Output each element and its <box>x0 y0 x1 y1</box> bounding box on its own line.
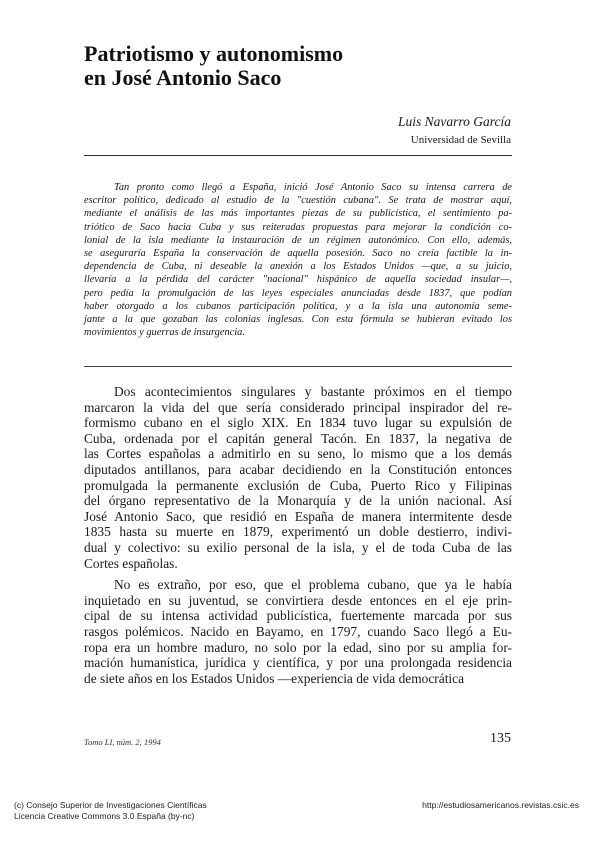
abstract-line: movimientos y guerras de insurgencia. <box>84 327 245 339</box>
abstract-line: mediante el análisis de las más importantes piezas de su publicística, el sentimiento pa- <box>84 208 512 220</box>
abstract-line: dependencia de Cuba, ni deseable la anexión a los Estados Unidos —que, a su juicio, <box>84 261 512 273</box>
body-paragraph-1 <box>84 384 512 571</box>
abstract <box>84 181 512 339</box>
body-line: marcaron la vida del que sería considerado principal inspirador del re- <box>84 399 512 415</box>
body-line: Dos acontecimientos singulares y bastante próximos en el tiempo <box>114 384 512 399</box>
article-title <box>84 42 524 90</box>
body-line: Cortes españolas. <box>84 555 178 571</box>
body-line: dual y colectivo: su exilio personal de la isla, y el de toda Cuba de las <box>84 539 512 555</box>
body-line: del órgano representativo de la Monarquía y de la unión nacional. Así <box>84 493 512 509</box>
abstract-line: escritor político, dedicado al estudio de la "cuestión cubana". Se trata de mostrar aquí, <box>84 195 512 207</box>
body-line: rasgos polémicos. Nacido en Bayamo, en 1797, cuando Saco llegó a Eu- <box>84 623 512 639</box>
body-line: de siete años en los Estados Unidos —experiencia de vida democrática <box>84 670 465 686</box>
abstract-line: haber otorgado a los cubanos participación política, y a la isla una autonomía seme- <box>84 300 512 312</box>
copyright-line: (c) Consejo Superior de Investigaciones Científicas <box>14 800 207 810</box>
body-line: No es extraño, por eso, que el problema cubano, que ya le había <box>114 577 512 593</box>
body-line: formismo cubano en el siglo XIX. En 1834 tuvo lugar su expulsión de <box>84 415 512 431</box>
article-body <box>84 384 512 686</box>
abstract-line: jante a la que gozaban las colonias inglesas. Con esta fórmula se hubieran evitado los <box>84 314 512 326</box>
author-affiliation: Universidad de Sevilla <box>410 134 511 146</box>
body-line: las Cortes españolas a admitirlo en su seno, lo mismo que a los demás <box>84 446 512 462</box>
page-number: 135 <box>490 731 511 746</box>
license-line: Licencia Creative Commons 3.0 España (by-nc) <box>14 811 195 821</box>
body-line: inquietado en su juventud, se convirtiera desde entonces en el eje prin- <box>84 592 512 608</box>
body-line: diputados antillanos, para acabar decidiendo en la Constitución entonces <box>84 461 512 477</box>
journal-url[interactable]: http://estudiosamericanos.revistas.csic.es <box>422 800 579 810</box>
abstract-line: Tan pronto como llegó a España, inició José Antonio Saco su intensa carrera de <box>114 182 512 193</box>
abstract-line: se aseguraría España la conservación de aquella posesión. Saco no creía factible la in- <box>84 248 512 260</box>
journal-reference: Tomo LI, núm. 2, 1994 <box>84 737 161 747</box>
abstract-line: triótico de Saco hacia Cuba y sus reiteradas propuestas para mejorar la condición co- <box>84 221 512 233</box>
body-line: promulgada la permanente exclusión de Cuba, Puerto Rico y Filipinas <box>84 477 512 493</box>
author-name: Luis Navarro García <box>397 114 511 129</box>
body-line: 1835 hasta su muerte en 1879, experimentó un doble destierro, indivi- <box>84 524 512 540</box>
body-paragraph-2 <box>84 577 512 686</box>
body-line: Cuba, ordenada por el capitán general Tacón. En 1837, la negativa de <box>84 430 512 446</box>
copyright-footer <box>14 800 207 822</box>
abstract-divider <box>84 366 512 367</box>
header-divider <box>84 155 512 156</box>
article-title-line-2: en José Antonio Saco <box>84 65 282 90</box>
abstract-line: llevaría a la pérdida del carácter "nacional" hispánico de aquella sociedad insular—, <box>84 274 512 286</box>
abstract-line: pero pedía la promulgación de las leyes especiales anunciadas desde 1837, que podían <box>84 287 512 299</box>
body-line: cipal de su intensa actividad publicística, fuertemente marcada por sus <box>84 608 512 624</box>
body-line: José Antonio Saco, que residió en España de manera intermitente desde <box>84 508 512 524</box>
body-line: mación humanística, jurídica y científica, y por una prolongada residencia <box>84 655 512 671</box>
body-line: ropa era un hombre maduro, no solo por la edad, sino por su amplia for- <box>84 639 512 655</box>
article-title-line-1: Patriotismo y autonomismo <box>84 41 344 66</box>
abstract-line: lonial de la isla mediante la instauración de un régimen autonómico. Con ello, además, <box>84 234 512 246</box>
